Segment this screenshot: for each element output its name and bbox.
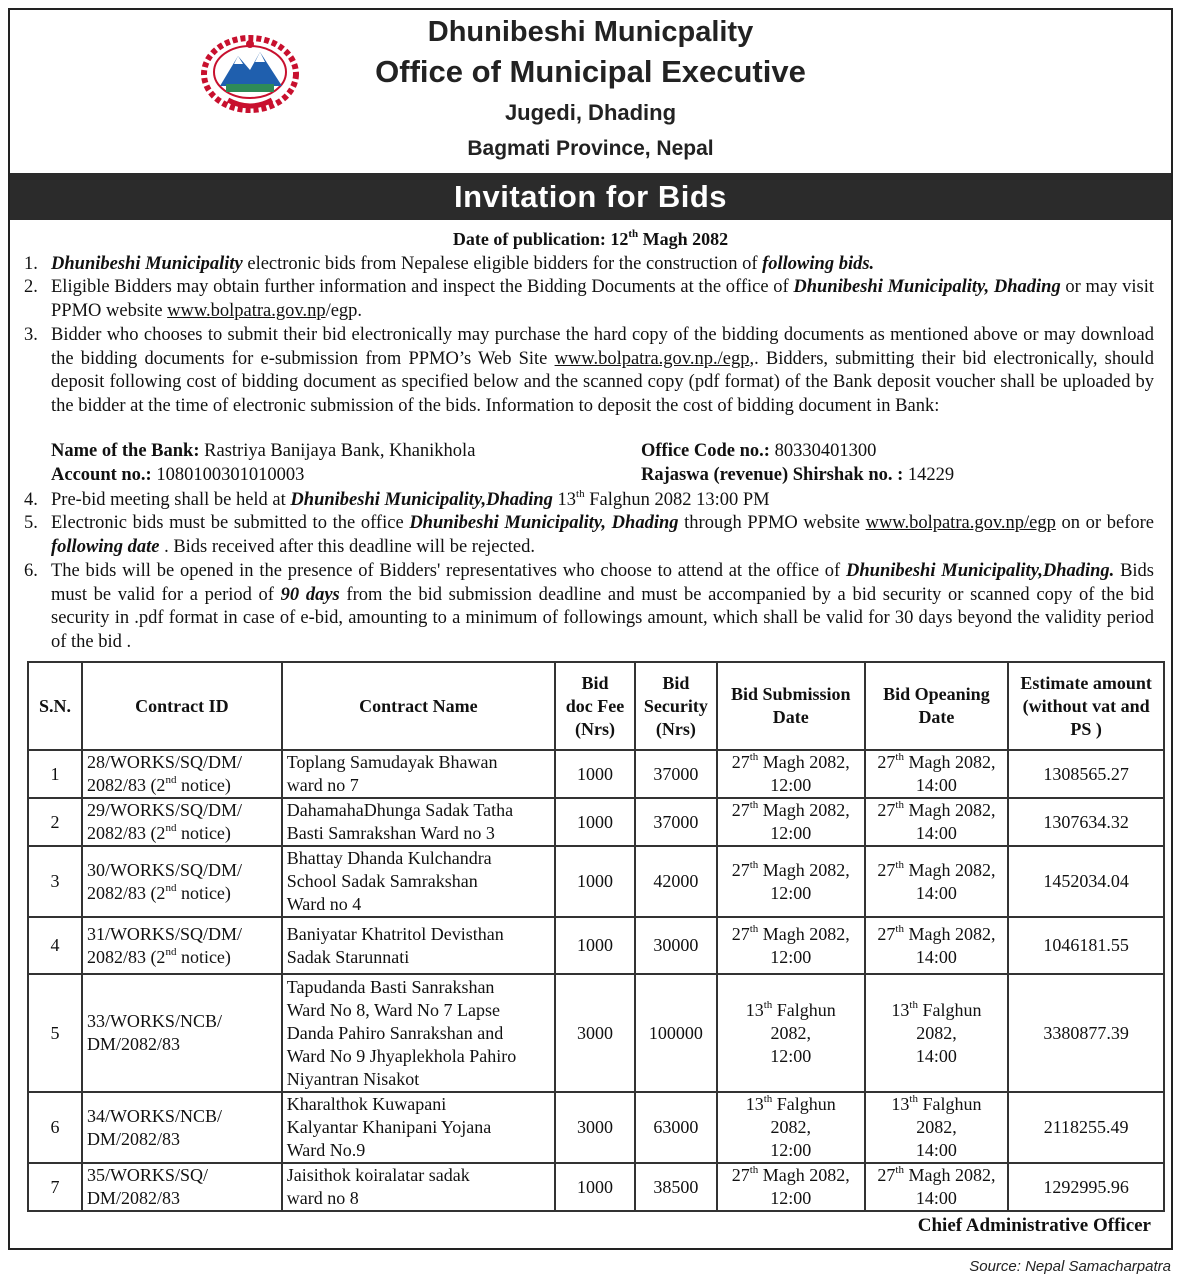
cell-bid-security: 30000 bbox=[635, 917, 717, 974]
cell-contract-name: Kharalthok Kuwapani Kalyantar Khanipani Yojana Ward No.9 bbox=[282, 1092, 555, 1163]
cell-contract-name: Jaisithok koiralatar sadak ward no 8 bbox=[282, 1163, 555, 1211]
point-1: 1. Dhunibeshi Municipality electronic bids from Nepalese eligible bidders for the construction of following bids. bbox=[24, 254, 875, 274]
cell-bid-doc-fee: 1000 bbox=[555, 750, 635, 798]
cell-submission-date: 27th Magh 2082, 12:00 bbox=[717, 750, 865, 798]
province-country: Bagmati Province, Nepal bbox=[467, 137, 714, 160]
cell-estimate-amount: 1308565.27 bbox=[1008, 750, 1164, 798]
header-bid-security: Bid Security (Nrs) bbox=[635, 662, 717, 750]
point-5: 5. Electronic bids must be submitted to the office Dhunibeshi Municipality, Dhading through PPMO website www.bolpatra.gov.np/egp on or before following date . Bids received after this deadline will be rejected. bbox=[24, 513, 1154, 557]
cell-submission-date: 13th Falghun 2082, 12:00 bbox=[717, 1092, 865, 1163]
point-3: 3. Bidder who chooses to submit their bid electronically may purchase the hard copy of the bidding documents as mentioned above or may download the bidding documents for e-submission from PPMO’s Web Site www.bolpatra.gov.np./egp,. Bidders, submitting their bid electronically, should deposit following cost of bidding document as specified below and the scanned copy (pdf format) of the Bank deposit voucher shall be uploaded by the bidder at the time of electronic submission of the bids. Information to deposit the cost of bidding document in Bank: bbox=[24, 325, 1155, 416]
cell-bid-security: 42000 bbox=[635, 846, 717, 917]
bids-table bbox=[27, 661, 1165, 1212]
point-4: 4. Pre-bid meeting shall be held at Dhunibeshi Municipality,Dhading 13th Falghun 2082 13:00 PM bbox=[24, 487, 770, 510]
cell-bid-doc-fee: 3000 bbox=[555, 974, 635, 1092]
cell-contract-id: 34/WORKS/NCB/ DM/2082/83 bbox=[82, 1092, 282, 1163]
cell-contract-name: Baniyatar Khatritol Devisthan Sadak Starunnati bbox=[282, 917, 555, 974]
cell-submission-date: 27th Magh 2082, 12:00 bbox=[717, 917, 865, 974]
table-row bbox=[28, 846, 1164, 917]
source-credit: Source: Nepal Samacharpatra bbox=[969, 1258, 1171, 1275]
cell-bid-doc-fee: 1000 bbox=[555, 1163, 635, 1211]
cell-contract-id: 28/WORKS/SQ/DM/ 2082/83 (2nd notice) bbox=[82, 750, 282, 798]
cell-estimate-amount: 3380877.39 bbox=[1008, 974, 1164, 1092]
office-code: Office Code no.: 80330401300 bbox=[641, 441, 877, 461]
table-row bbox=[28, 798, 1164, 846]
cell-estimate-amount: 2118255.49 bbox=[1008, 1092, 1164, 1163]
municipality-name: Dhunibeshi Municpality bbox=[427, 16, 754, 48]
cell-contract-id: 30/WORKS/SQ/DM/ 2082/83 (2nd notice) bbox=[82, 846, 282, 917]
signatory-title: Chief Administrative Officer bbox=[917, 1215, 1151, 1236]
account-number: Account no.: 1080100301010003 bbox=[51, 465, 305, 485]
cell-submission-date: 27th Magh 2082, 12:00 bbox=[717, 846, 865, 917]
table-row bbox=[28, 1163, 1164, 1211]
cell-estimate-amount: 1046181.55 bbox=[1008, 917, 1164, 974]
cell-opening-date: 27th Magh 2082, 14:00 bbox=[865, 1163, 1009, 1211]
cell-bid-security: 63000 bbox=[635, 1092, 717, 1163]
header-contract-name: Contract Name bbox=[282, 662, 555, 750]
cell-sn: 7 bbox=[28, 1163, 82, 1211]
cell-bid-security: 37000 bbox=[635, 750, 717, 798]
office-location: Jugedi, Dhading bbox=[504, 100, 677, 125]
cell-bid-security: 100000 bbox=[635, 974, 717, 1092]
cell-estimate-amount: 1292995.96 bbox=[1008, 1163, 1164, 1211]
cell-opening-date: 13th Falghun 2082, 14:00 bbox=[865, 974, 1009, 1092]
cell-bid-security: 38500 bbox=[635, 1163, 717, 1211]
table-row bbox=[28, 1092, 1164, 1163]
cell-bid-doc-fee: 1000 bbox=[555, 917, 635, 974]
cell-estimate-amount: 1452034.04 bbox=[1008, 846, 1164, 917]
cell-contract-name: Bhattay Dhanda Kulchandra School Sadak Samrakshan Ward no 4 bbox=[282, 846, 555, 917]
cell-bid-doc-fee: 1000 bbox=[555, 798, 635, 846]
cell-contract-name: Toplang Samudayak Bhawan ward no 7 bbox=[282, 750, 555, 798]
cell-sn: 2 bbox=[28, 798, 82, 846]
table-header-row bbox=[28, 662, 1164, 750]
cell-opening-date: 27th Magh 2082, 14:00 bbox=[865, 750, 1009, 798]
cell-opening-date: 27th Magh 2082, 14:00 bbox=[865, 846, 1009, 917]
cell-opening-date: 27th Magh 2082, 14:00 bbox=[865, 917, 1009, 974]
office-name: Office of Municipal Executive bbox=[375, 54, 806, 89]
cell-estimate-amount: 1307634.32 bbox=[1008, 798, 1164, 846]
header-estimate-amount: Estimate amount (without vat and PS ) bbox=[1008, 662, 1164, 750]
header-submission-date: Bid Submission Date bbox=[717, 662, 865, 750]
cell-bid-doc-fee: 1000 bbox=[555, 846, 635, 917]
cell-submission-date: 27th Magh 2082, 12:00 bbox=[717, 798, 865, 846]
rajaswa-shirshak: Rajaswa (revenue) Shirshak no. : 14229 bbox=[641, 465, 955, 485]
notice-title-banner: Invitation for Bids bbox=[10, 173, 1171, 220]
publication-date: Date of publication: 12th Magh 2082 bbox=[452, 228, 729, 249]
header-sn: S.N. bbox=[28, 662, 82, 750]
point-2: 2. Eligible Bidders may obtain further information and inspect the Bidding Documents at the office of Dhunibeshi Municipality, Dhading or may visit PPMO website www.bolpatra.gov.np/egp. bbox=[24, 277, 1154, 321]
cell-contract-id: 35/WORKS/SQ/ DM/2082/83 bbox=[82, 1163, 282, 1211]
cell-contract-name: Tapudanda Basti Sanrakshan Ward No 8, Ward No 7 Lapse Danda Pahiro Sanrakshan and Ward No 9 Jhyaplekhola Pahiro Niyantran Nisakot bbox=[282, 974, 555, 1092]
cell-contract-id: 29/WORKS/SQ/DM/ 2082/83 (2nd notice) bbox=[82, 798, 282, 846]
cell-opening-date: 27th Magh 2082, 14:00 bbox=[865, 798, 1009, 846]
cell-contract-id: 33/WORKS/NCB/ DM/2082/83 bbox=[82, 974, 282, 1092]
cell-bid-doc-fee: 3000 bbox=[555, 1092, 635, 1163]
table-row bbox=[28, 750, 1164, 798]
cell-sn: 1 bbox=[28, 750, 82, 798]
bolpatra-egp-link[interactable]: www.bolpatra.gov.np./egp bbox=[554, 348, 750, 369]
table-row bbox=[28, 917, 1164, 974]
bolpatra-link[interactable]: www.bolpatra.gov.np bbox=[167, 300, 326, 321]
cell-bid-security: 37000 bbox=[635, 798, 717, 846]
cell-sn: 3 bbox=[28, 846, 82, 917]
cell-submission-date: 13th Falghun 2082, 12:00 bbox=[717, 974, 865, 1092]
cell-sn: 4 bbox=[28, 917, 82, 974]
table-row bbox=[28, 974, 1164, 1092]
bank-name: Name of the Bank: Rastriya Banijaya Bank, Khanikhola bbox=[51, 441, 476, 461]
bolpatra-egp-link-2[interactable]: www.bolpatra.gov.np/egp bbox=[865, 513, 1056, 533]
cell-submission-date: 27th Magh 2082, 12:00 bbox=[717, 1163, 865, 1211]
header-contract-id: Contract ID bbox=[82, 662, 282, 750]
cell-sn: 5 bbox=[28, 974, 82, 1092]
cell-contract-id: 31/WORKS/SQ/DM/ 2082/83 (2nd notice) bbox=[82, 917, 282, 974]
cell-opening-date: 13th Falghun 2082, 14:00 bbox=[865, 1092, 1009, 1163]
point-6: 6. The bids will be opened in the presence of Bidders' representatives who choose to attend at the office of Dhunibeshi Municipality,Dhading. Bids must be valid for a period of 90 days from the bid submission deadline and must be accompanied by a bid security or scanned copy of the bid security in .pdf format in case of e-bid, amounting to a minimum of followings amount, which shall be valid for 30 days beyond the validity period of the bid . bbox=[24, 561, 1155, 652]
cell-contract-name: DahamahaDhunga Sadak Tatha Basti Samrakshan Ward no 3 bbox=[282, 798, 555, 846]
header-opening-date: Bid Opeaning Date bbox=[865, 662, 1009, 750]
header-bid-doc-fee: Bid doc Fee (Nrs) bbox=[555, 662, 635, 750]
cell-sn: 6 bbox=[28, 1092, 82, 1163]
